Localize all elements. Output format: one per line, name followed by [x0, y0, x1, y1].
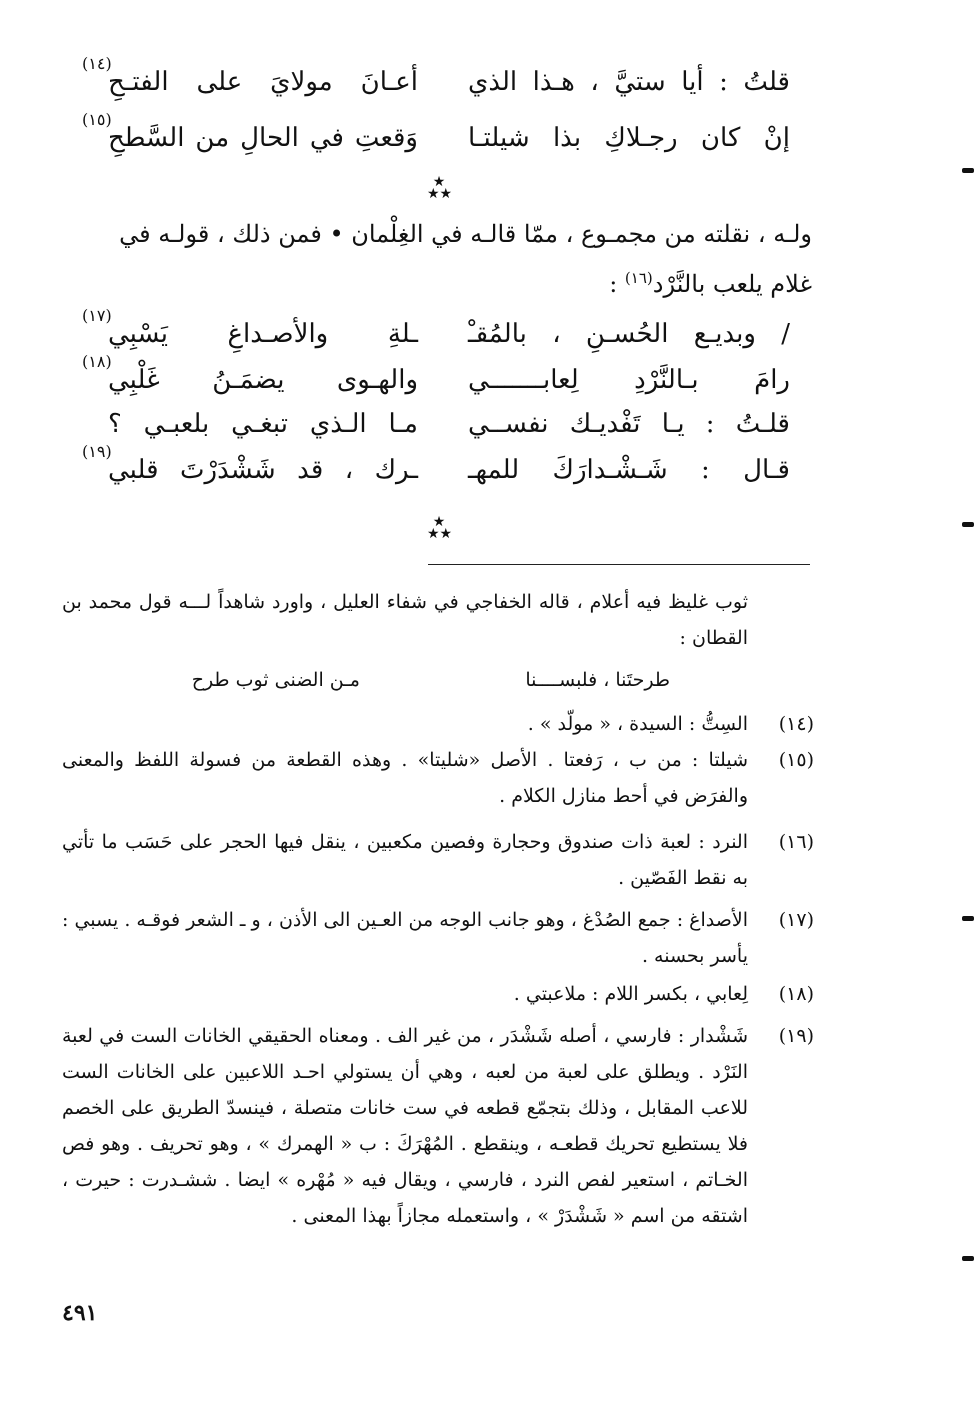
poem2-verse-3: [90, 404, 790, 444]
poem2-verse-1: [82, 306, 790, 354]
poem2-verse-2: [82, 352, 790, 400]
intro-colon: :: [609, 270, 625, 298]
section-stars-2: ★ ★★: [427, 514, 453, 542]
hemistich-second: والهـوى يضمَـنُ غَلْبِي: [108, 365, 418, 395]
hemistich-second: ـرك ، قد شَشْدَرْتَ قلبي: [108, 455, 418, 485]
footnote-text: شيلتا : من ب ، رَفعتا . الأصل «شليتا» . وهذه القطعة من فسولة اللفظ والمعنى والفرَض في أحط منازل الكلام .: [62, 749, 748, 807]
edge-mark: [962, 522, 974, 527]
hemistich-first: إنْ كان رجـلاكِ بذا شيلتـا: [468, 123, 790, 153]
edge-mark: [962, 916, 974, 921]
hemistich-first: قلـتُ : يـا تَفْديـك نفســي: [468, 409, 790, 439]
footnote-number: (١٤): [778, 713, 814, 735]
edge-mark: [962, 168, 974, 173]
footnote-text: النرد : لعبة ذات صندوق وحجارة وفصين مكعبين ، ينقل فيها الحجر على حَسَب ما تأتي به نقط الفَصّين .: [62, 831, 748, 889]
footnote-text: شَشْدار : فارسي ، أصله شَشْدَر ، من غير الف . ومعناه الحقيقي الخانات الست في لعبة النَرْد . ويطلق على لعبة من لعبه ، وهي أن يستولي احـد اللاعبين على الخانات الست للاعب المقابل ، وذلك بتجمّع قطعه في ست خانات متصلة ، فينسدّ الطريق على الخصم فلا يستطيع تحريك قطعـه ، وينقطع . المُهْرَكَ : ب « الهمرك » ، وهو تحريف . وهو فص الخـاتم ، استعير لفص النرد ، فارسي ، ويقال فيه « مُهْره » ايضا . ششـدرت : حيرت ، اشتقه من اسم « شَشْدَرْ » ، واستعمله مجازاً بهذا المعنى .: [62, 1025, 748, 1227]
hemistich-first: رامَ بـالنَّرْدِ لِعابـــــــي: [468, 365, 790, 395]
footnote-text: السِتُّ : السيدة ، « مولّد » .: [527, 713, 748, 735]
footnote-number: (١٩): [778, 1025, 814, 1047]
footnote-ref: (١٦): [624, 269, 653, 287]
poem1-verse-1: [82, 54, 790, 102]
footnote-divider: [428, 564, 810, 565]
footnote-number: (١٥): [778, 749, 814, 771]
footnote-continuation: ثوب غليظ فيه أعلام ، قاله الخفاجي في شفاء العليل ، واورد شاهداً لـــه قول محمد بن القطان :: [62, 591, 748, 649]
hemistich-second: مـا الـذي تبغـي بلعبـي ؟: [108, 409, 418, 439]
footnote-text: الأصداغ : جمع الصُدْغ ، وهو جانب الوجه من العـين الى الأذن ، و ـ الشعر فوقـه . يسبي : يأسر بحسنه .: [62, 909, 748, 967]
section-stars-1: ★ ★★: [427, 174, 453, 202]
hemistich-second: ـلةِ والأصـداغِ يَسْبِي: [108, 319, 418, 349]
hemistich-first: طرحتَنا ، فلبســــنا: [525, 669, 670, 691]
hemistich-second: أعـانَ مولايَ على الفتـحِ: [108, 67, 418, 97]
intro-line-1: ولـه ، نقلته من مجمـوع ، ممّا قالـه في الغِلْمان • فمن ذلك ، قولـه في: [119, 220, 812, 248]
footnote-ref: (١٩): [82, 442, 112, 461]
footnote-ref: (١٤): [82, 54, 112, 73]
footnote-number: (١٦): [778, 831, 814, 853]
intro-text: غلام يلعب بالنَّرْد: [652, 270, 812, 298]
poem2-verse-4: [82, 442, 790, 490]
intro-line-2: [62, 256, 812, 306]
hemistich-first: قلتُ : أيا ستيَّ ، هـذا الذي: [468, 67, 790, 97]
hemistich-second: مـن الضنى ثوب طرح: [191, 669, 360, 691]
hemistich-first: قـال : شَـشْـدارَكَ للمهـ: [468, 455, 790, 485]
page-number: ٤٩١: [62, 1300, 98, 1326]
footnote-ref: (١٧): [82, 306, 112, 325]
footnote-text: لِعابي ، بكسر اللام : ملاعبتي .: [513, 983, 748, 1005]
hemistich-second: وَقعتِ في الحالِ من السَّطحِ: [108, 123, 418, 153]
footnote-number: (١٧): [778, 909, 814, 931]
hemistich-first: / وبديـع الحُسـنِ ، بالمُقـْ: [468, 319, 790, 349]
footnote-ref: (١٨): [82, 352, 112, 371]
poem1-verse-2: [82, 110, 790, 158]
footnote-number: (١٨): [778, 983, 814, 1005]
footnote-ref: (١٥): [82, 110, 112, 129]
edge-mark: [962, 1256, 974, 1261]
